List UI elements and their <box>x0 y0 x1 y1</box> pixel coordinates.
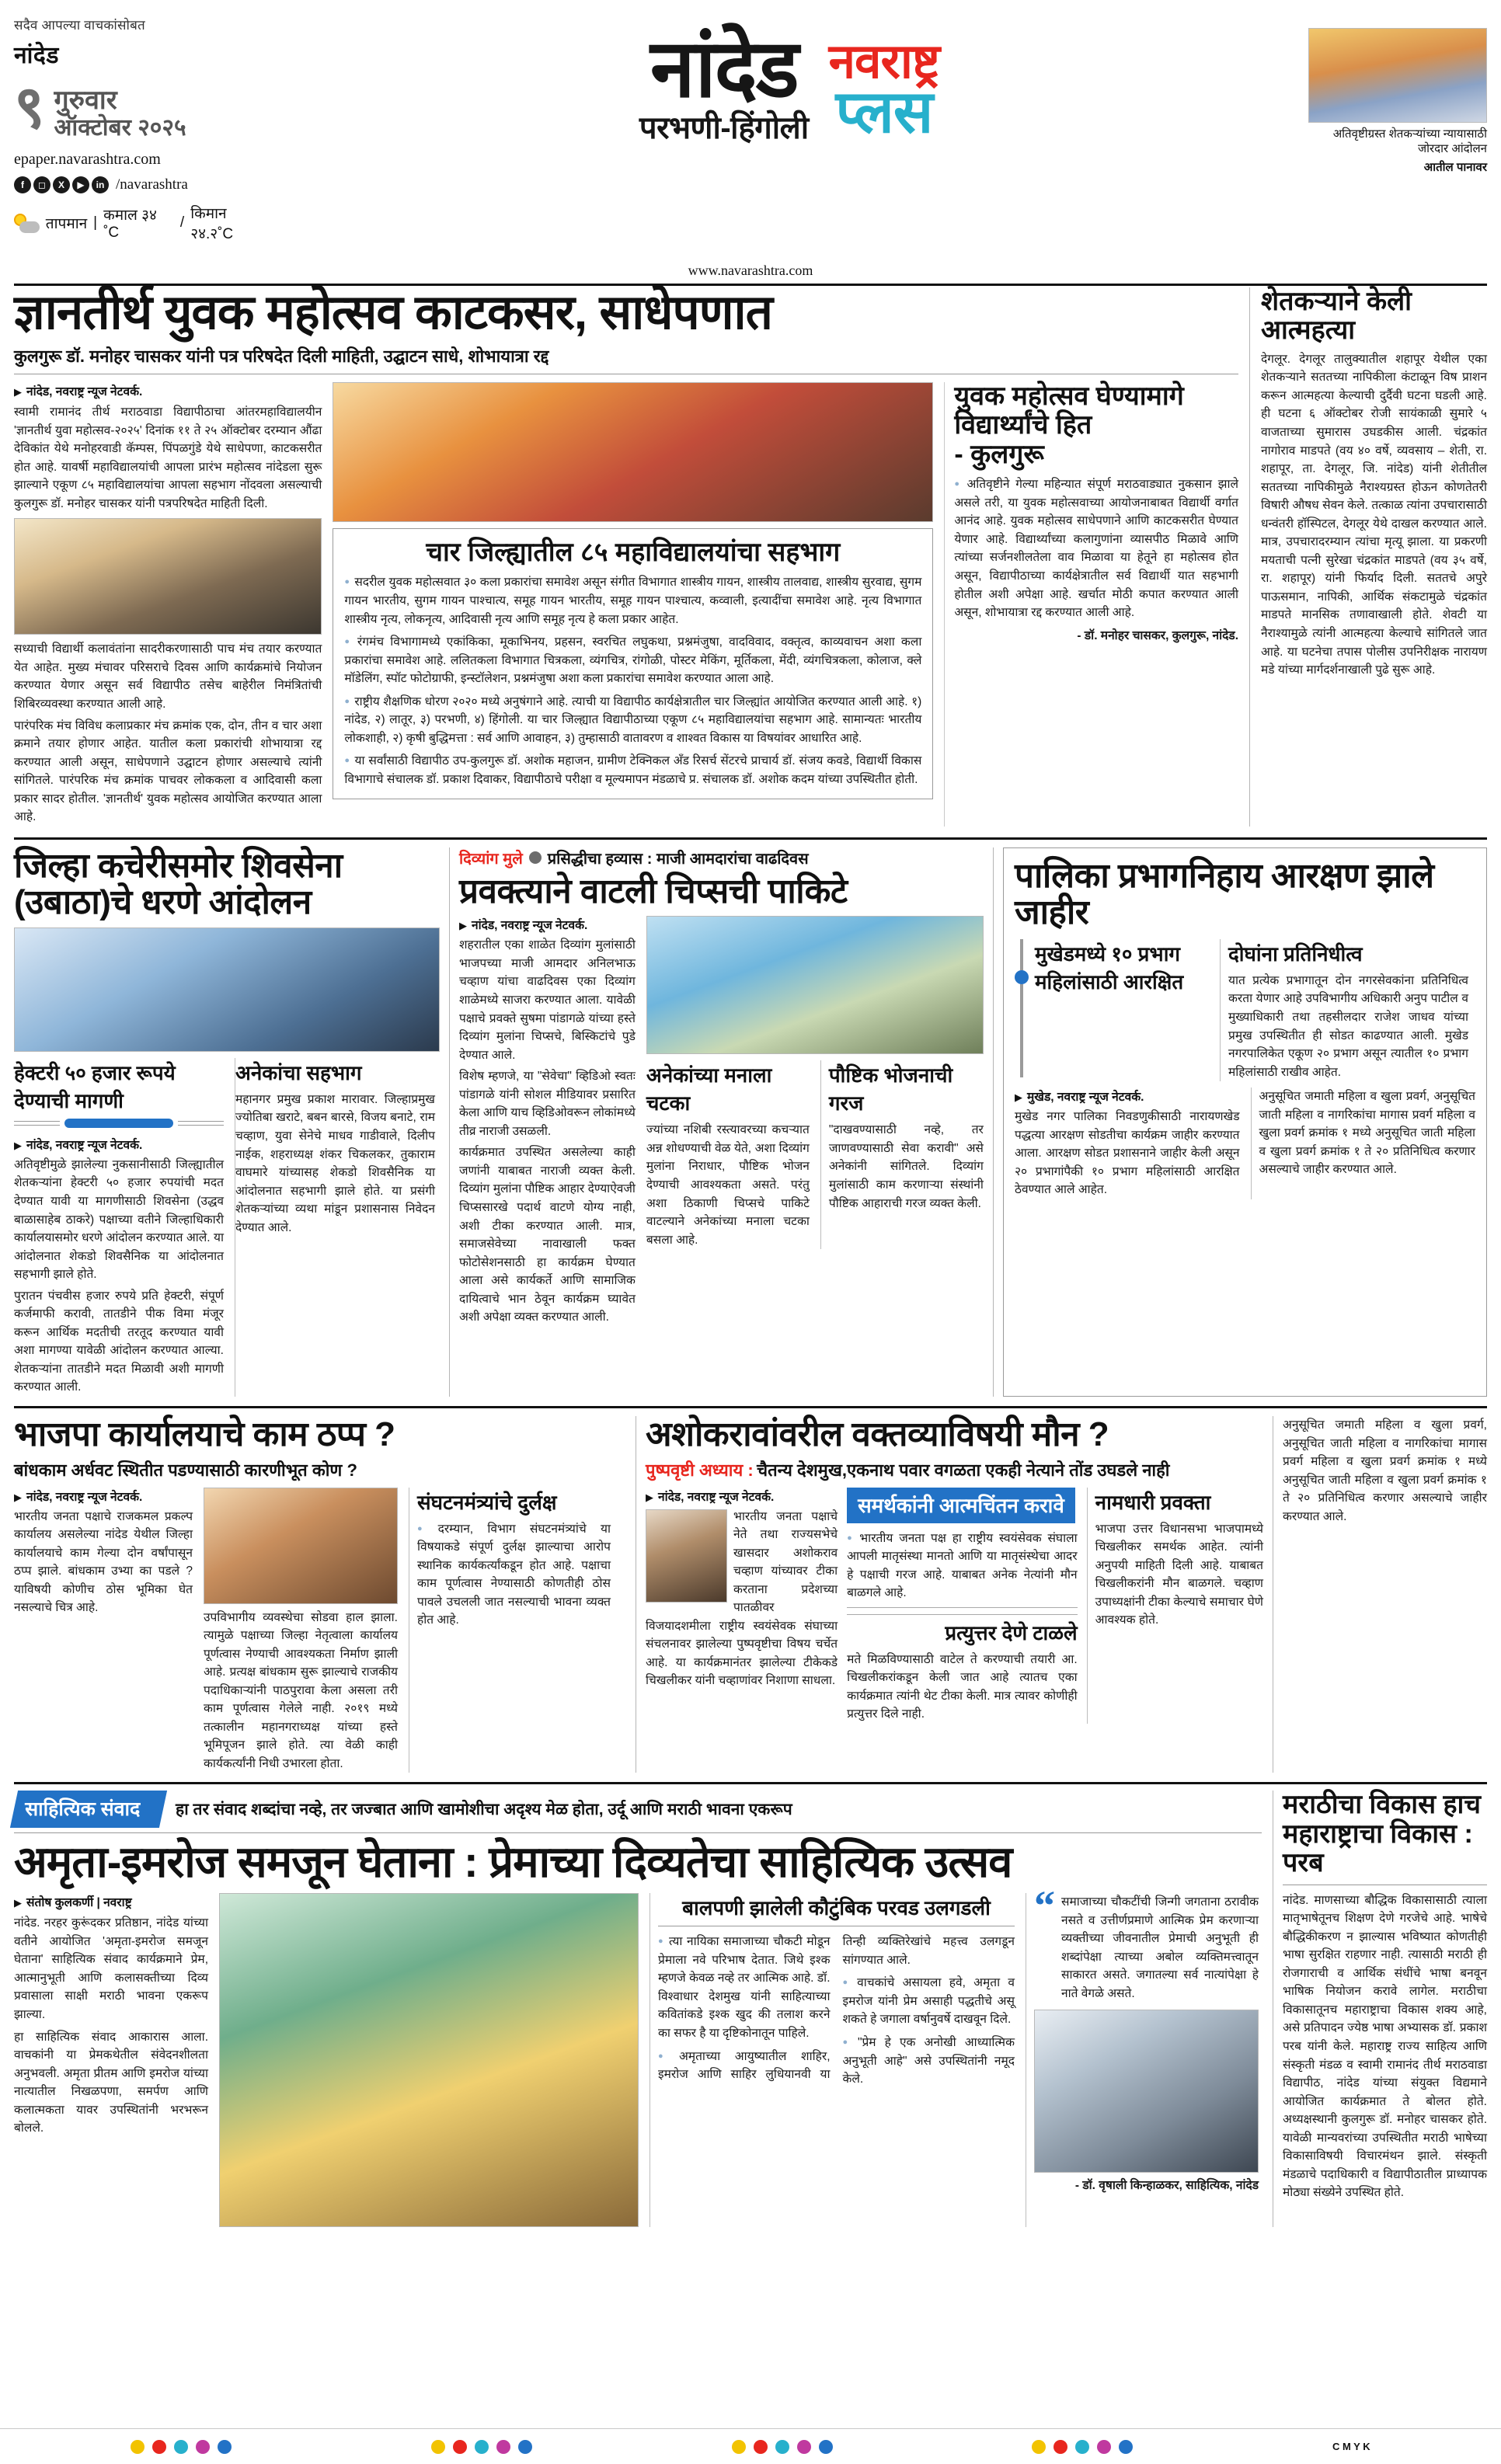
story-ashokrao <box>636 1416 1273 1773</box>
date-month-year: ऑक्टोबर २०२५ <box>54 114 186 141</box>
twitter-x-icon[interactable]: X <box>53 176 70 193</box>
masthead-photo-caption: अतिवृष्टीग्रस्त शेतकऱ्यांच्या न्यायासाठी जोरदार आंदोलन <box>1332 127 1487 156</box>
bjp-byline: ▶ नांदेड, नवराष्ट्र न्यूज नेटवर्क. <box>14 1488 193 1505</box>
lead-photo-main <box>333 382 933 522</box>
ashokrao-dek-red: पुष्पवृष्टी अध्याय : <box>646 1460 754 1480</box>
literary-chip <box>10 1791 167 1828</box>
ashokrao-body-3: मते मिळविण्यासाठी वाटेल ते करण्याची तयारी आ. चिखलीकरांकडून केली जात आहे त्यातच एका कार्यक्रमात त्यांनी थेट टीका केली. मात्र त्यावर कोणीही प्रत्युत्तर दिले नाही. <box>847 1652 1078 1721</box>
logo-main-text: नांदेड <box>650 24 798 114</box>
palika-spill-body: अनुसूचित जमाती महिला व खुला प्रवर्ग, अनुसूचित जाती महिला व नागरिकांचा मागास प्रवर्ग महिला व खुला प्रवर्ग क्रमांक १ मध्ये अनुसूचित जाती महिला व खुला प्रवर्ग क्रमांक १ ते २० प्रतिनिधित्व करणार असल्याचे जाहीर करण्यात आले. <box>1283 1418 1487 1523</box>
chips-sub-2: पौष्टिक भोजनाची गरज <box>828 1063 953 1115</box>
reg-dot-magenta <box>196 2440 210 2454</box>
ashokrao-sub-right: नामधारी प्रवक्ता <box>1095 1490 1211 1514</box>
row-4 <box>14 1782 1487 2227</box>
masthead <box>14 11 1487 267</box>
chips-kicker: प्रसिद्धीचा हव्यास : माजी आमदारांचा वाढदिवस <box>547 850 809 868</box>
lead-sidebar-headline: युवक महोत्सव घेण्यामागे विद्यार्थ्यांचे हित <box>954 381 1184 440</box>
literary-chipbar <box>14 1791 1262 1828</box>
registration-dots-2 <box>431 2440 532 2454</box>
literary-quote-photo <box>1034 2010 1259 2173</box>
story-chips <box>449 847 993 1397</box>
lead-section <box>14 287 1487 827</box>
literary-body-2: हा साहित्यिक संवाद आकारास आला. वाचकांनी या प्रेमकथेतील संवेदनशीलता अनुभवली. अमृता प्रीतम आणि इमरोज यांच्या नात्यातील निखळपणा, समर्पण आणि कलात्मकता यावर उपस्थितांनी भरभरून बोलले. <box>14 2030 208 2135</box>
chips-body-3: कार्यक्रमात उपस्थित असलेल्या काही जणांनी याबाबत नाराजी व्यक्त केली. दिव्यांग मुलांना पौष्टिक आहार देण्याऐवजी चिप्ससारखे पदार्थ वाटणे योग्य नाही, अशी टीका करण्यात आली. मात्र, समाजसेवेच्या नावाखाली फक्त फोटोसेशनसाठी हा कार्यक्रम घेण्यात आला असे कार्यकर्ते आणि सामाजिक दायित्वाचे भान ठेवून कार्यक्रम घ्यावेत अशी अपेक्षा व्यक्त करण्यात आली. <box>459 1146 636 1324</box>
logo-sub-text: परभणी-हिंगोली <box>639 110 809 145</box>
masthead-left <box>14 11 270 243</box>
literary-body-1: नांदेड. नरहर कुरूंदकर प्रतिष्ठान, नांदेड यांच्या वतीने आयोजित 'अमृता-इमरोज समजून घेताना' साहित्यिक संवाद कार्यक्रमाने प्रेम, आत्मानुभूती आणि कलासक्तीच्या दिव्य प्रवासाला साक्षी मराठी भावना एकरूप झाल्या. <box>14 1916 208 2021</box>
palika-sub-2: दोघांना प्रतिनिधीत्व <box>1228 941 1363 966</box>
lead-subbox <box>333 528 933 799</box>
ashokrao-body-1: भारतीय जनता पक्षाचे नेते तथा राज्यसभेचे खासदार अशोकराव चव्हाण यांच्यावर टीका करताना प्रदेशच्या पातळीवर विजयादशमीला राष्ट्रीय स्वयंसेवक संघाच्या संचलनावर झालेल्या पुष्पवृष्टीचा विषय चर्चेत आहे. या कार्यक्रमानंतर झालेल्या टीकेकडे चिखलीकर यांनी चव्हाणांवर निशाणा साधला. <box>646 1509 838 1688</box>
social-handle: /navarashtra <box>116 176 188 193</box>
palika-byline: ▶ मुखेड, नवराष्ट्र न्यूज नेटवर्क. <box>1015 1088 1240 1105</box>
story-shivsena <box>14 847 449 1397</box>
shivsena-body-2: पुरातन पंचवीस हजार रुपये प्रति हेक्टरी, संपूर्ण कर्जमाफी करावी, तातडीने पीक विमा मंजूर करून आर्थिक मदतीची तरतूद करण्यात यावी अशा मागण्या यावेळी आंदोलन करण्यात आल्या. शेतकऱ्यांना तातडीने मदत मिळावी अशी मागणी करण्यात आली. <box>14 1289 224 1394</box>
bjp-body-2: उपविभागीय व्यवस्थेचा सोडवा हाल झाला. त्यामुळे पक्षाच्या जिल्हा नेतृत्वाला कार्यालय पूर्णत्वास नेण्याची आवश्यकता निर्माण झाली आहे. प्रत्यक्ष बांधकाम सुरू झाल्याचे राजकीय पदाधिकाऱ्यांनी पाठपुरावा केला असला तरी काम पूर्णत्वास गेलेले नाही. २०१९ मध्ये तत्कालीन महानगराध्यक्ष यांच्या हस्ते भूमिपूजन झाले होते. त्या वेळी काही कार्यकर्त्यांनी निधी उभारला होता. <box>204 1610 398 1770</box>
chips-body-1: शहरातील एका शाळेत दिव्यांग मुलांसाठी भाजपच्या माजी आमदार अनिलभाऊ चव्हाण यांचा वाढदिवस एका दिव्यांग शाळेमध्ये साजरा करण्यात आला. यावेळी पक्षाचे प्रवक्ते सुषमा पांडागळे यांच्या हस्ते दिव्यांग मुलांना चिप्सचे, बिस्किटांचे पुडे देण्यात आले. <box>459 938 636 1062</box>
quote-icon: “ <box>1034 1882 1055 1930</box>
lead-bullet-1: ● सदरील युवक महोत्सवात ३० कला प्रकारांचा समावेश असून संगीत विभागात शास्त्रीय गायन, शास्त्रीय तालवाद्य, शास्त्रीय सुरवाद्य, सुगम गायन भारतीय, सुगम गायन पाश्चात्य, समूह गायन भारतीय, समूह गायन पाश्चात्य, कव्वाली, इत्यादींचा समावेश आहे. नृत्य विभागात शास्त्रीय नृत्य, लोकनृत्य, आदिवासी नृत्य आणि समूह नृत्य हे कला प्रकार आहेत. <box>344 573 921 628</box>
lead-body-3: पारंपरिक मंच विविध कलाप्रकार मंच क्रमांक एक, दोन, तीन व चार अशा क्रमाने तयार होणार आहेत. यातील कला प्रकारांची शोभायात्रा रद्द करण्यात आली असून, साधेपणाने उद्घाटन होणार असल्याचे त्यांनी सांगितले. पारंपरिक मंच क्रमांक पाचवर लोककला व आदिवासी कला प्रकार सादर होतील. 'ज्ञानतीर्थ' युवक महोत्सव आयोजित करण्यात आला आहे. <box>14 719 322 824</box>
right-bottom-headline[interactable]: मराठीचा विकास हाच महाराष्ट्राचा विकास : परब <box>1283 1790 1481 1878</box>
lead-headline[interactable]: ज्ञानतीर्थ युवक महोत्सव काटकसर, साधेपणात <box>14 286 772 339</box>
literary-chip-label: साहित्यिक संवाद <box>25 1798 141 1821</box>
lead-left-col <box>14 287 1249 827</box>
ashokrao-portrait <box>646 1509 727 1603</box>
ashokrao-headline[interactable]: अशोकरावांवरील वक्तव्याविषयी मौन ? <box>646 1415 1109 1453</box>
bjp-body-3: ● दरम्यान, विभाग संघटनमंत्र्यांचे या विषयाकडे संपूर्ण दुर्लक्ष झाल्याचा आरोप स्थानिक कार्यकर्त्यांकडून होत आहे. पक्षाचा काम पूर्णत्वास नेण्यासाठी कोणतीही ठोस पावले उचलली जात नसल्याची भावना व्यक्त होत आहे. <box>409 1520 611 1630</box>
lead-col-a <box>14 382 322 827</box>
literary-mid-1: ● त्या नायिका समाजाच्या चौकटी मोडून प्रेमाला नवे परिभाष देतात. जिथे इश्क म्हणजे केवळ नव्हे तर आत्मिक आहे. डॉ. विश्वाधार देशमुख यांनी साहित्याच्या कवितांकडे इश्क खुद की तलाश करने का सफर है या दृष्टिकोनातून पाहिले. <box>658 1933 831 2042</box>
website-url[interactable]: www.navarashtra.com <box>688 263 813 278</box>
chips-body-4: ज्यांच्या नशिबी रस्त्यावरच्या कचऱ्यात अन्न शोधण्याची वेळ येते, अशा दिव्यांग मुलांना निराधार, पौष्टिक भोजन देण्याची आवश्यकता असते. परंतु अशा ठिकाणी चिप्सचे पाकिटे वाटल्याने अनेकांच्या मनाला चटका बसला आहे. <box>646 1123 810 1247</box>
literary-mid-2: ● अमृताच्या आयुष्यातील शाहिर, इमरोज आणि साहिर लुधियानवी या तिन्ही व्यक्तिरेखांचे महत्त्व उलगडून सांगण्यात आले. <box>658 1933 1015 2088</box>
chips-sub-1: अनेकांच्या मनाला चटका <box>646 1063 772 1115</box>
logo-brand-top: नवराष्ट्र <box>828 35 940 89</box>
literary-headline[interactable]: अमृता-इमरोज समजून घेताना : प्रेमाच्या दिव्यतेचा साहित्यिक उत्सव <box>14 1837 1012 1887</box>
cmyk-mark: C M Y K <box>1332 2441 1370 2452</box>
lead-grid <box>14 382 1238 827</box>
tagline: सदैव आपल्या वाचकांसोबत <box>14 18 145 33</box>
masthead-photo <box>1308 28 1487 123</box>
palika-bullet-icon <box>1015 970 1029 984</box>
weather-min: किमान २४.२˚C <box>190 206 234 243</box>
edition-city: नांदेड <box>14 43 59 68</box>
lead-col-c <box>944 382 1238 827</box>
top-right-body: देगलूर. देगलूर तालुक्यातील शहापूर येथील एका शेतकऱ्याने सततच्या नापिकीला कंटाळून विष प्राशन करून आत्महत्या केल्याची दुर्दैवी घटना घडली आहे. ही घटना ६ ऑक्टोबर रोजी सायंकाळी सुमारे ५ वाजताच्या सुमारास उघडकीस आली. चंद्रकांत नागोराव माडपते (वय ४० वर्षे, व्यवसाय – शेती, रा. शहापूर, ता. देगलूर, जि. नांदेड) यांनी शेतीतील सततच्या नापिकीमुळे नैराश्यग्रस्त होऊन कोणतेतरी विषारी औषध सेवन केले. तत्काळ त्यांना उपचारासाठी धन्वंतरी हॉस्पिटल, देगलूर येथे दाखल करण्यात आले. मात्र, उपचारादरम्यान त्यांचा मृत्यू झाला. या प्रकरणी मयताची पत्नी सुरेखा चंद्रकांत माडपते (वय ३५ वर्षे, रा. शहापूर) यांनी फिर्याद दिली. सततचे अपुरे पाऊसमान, नापिकी, आर्थिक संकटामुळे चंद्रकांत माडपते मानसिक तणावाखाली होते. शेवटी या नैराश्यामुळे त्यांनी आत्महत्या केल्याचे सांगितले जात आहे. या घटनेचा तपास पोलीस उपनिरीक्षक नारायण मडे यांच्या मार्गदर्शनाखाली पुढे सुरू आहे. <box>1261 352 1487 677</box>
lead-bullet-4: ● या सर्वांसाठी विद्यापीठ उप-कुलगुरू डॉ. अशोक महाजन, ग्रामीण टेक्निकल अँड रिसर्च सेंटरचे प्राचार्य डॉ. संजय कवडे, विद्यार्थी विकास विभागाचे संचालक डॉ. प्रकाश दिवाकर, विद्यापीठाचे परीक्षा व मूल्यमापन मंडळाचे प्र. संचालक डॉ. अशोक कदम यांच्या उपस्थितीत होती. <box>344 752 921 788</box>
lead-sidebar-body: ● अतिवृष्टीने गेल्या महिन्यात संपूर्ण मराठवाड्यात नुकसान झाले असले तरी, या युवक महोत्सवाच्या आयोजनाबाबत विद्यार्थी वर्गात आनंद आहे. युवक महोत्सव साधेपणाने आणि काटकसरीत घेण्यात येणार आहे. विद्यार्थ्यांच्या कलागुणांना व्यासपीठ मिळावे आणि त्यांच्या सर्जनशीलतेला वाव मिळावा या हेतूने हा महोत्सव होत असून, विद्यापीठाच्या कार्यक्षेत्रातील सर्व विद्यार्थी यात सहभागी होतील अशी अपेक्षा आहे. खर्चात मोठी कपात करण्यात आली असून, शोभायात्रा रद्द करण्यात आली आहे. <box>954 475 1238 621</box>
reg-dot-red <box>152 2440 166 2454</box>
lead-body-2: सध्याची विद्यार्थी कलावंतांना सादरीकरणासाठी पाच मंच तयार करण्यात येत आहेत. मुख्य मंचावर परिसराचे दिवस आणि कार्यक्रमांचे नियोजन करण्यात येणार असून सर्व विद्यापीठ तसेच बाहेरील निमंत्रितांची शिबिरव्यवस्था करण्यात आली आहे. <box>14 642 322 712</box>
weather-slash: / <box>179 214 185 231</box>
literary-section <box>14 1791 1273 2227</box>
shivsena-sub-2: अनेकांचा सहभाग <box>235 1060 362 1084</box>
logo-brand-bottom: प्लस <box>835 78 933 145</box>
literary-sub-mid: बालपणी झालेली कौटुंबिक परवड उलगडली <box>682 1896 991 1920</box>
row-2 <box>14 837 1487 1397</box>
right-bottom-story <box>1273 1791 1487 2227</box>
lead-dek: कुलगुरू डॉ. मनोहर चासकर यांनी पत्र परिषदेत दिली माहिती, उद्घाटन साधे, शोभायात्रा रद्द <box>14 346 549 367</box>
ashokrao-byline: ▶ नांदेड, नवराष्ट्र न्यूज नेटवर्क. <box>646 1488 838 1505</box>
shivsena-body-1: अतिवृष्टीमुळे झालेल्या नुकसानीसाठी जिल्ह्यातील शेतकऱ्यांना हेक्टरी ५० हजार रुपयांची मदत देण्यात यावी या मागणीसाठी शिवसेना (उद्धव बाळासाहेब ठाकरे) पक्षाच्या वतीने जिल्हाधिकारी कार्यालयासमोर धरणे आंदोलन करण्यात आले. या आंदोलनात शेकडो शिवसैनिक या आंदोलनात सहभागी झाले होते. <box>14 1157 224 1282</box>
right-bottom-body: नांदेड. माणसाच्या बौद्धिक विकासासाठी त्याला मातृभाषेतूनच शिक्षण देणे गरजेचे आहे. भाषेचे बौद्धिकीकरण न झाल्यास भविष्यात कोणतीही भाषा सुरक्षित राहणार नाही. त्यासाठी मराठी ही रोजगाराची व आर्थिक संधींचे भाषा बनवून भाषिक नियोजन करावे लागेल. मराठीचा विकासातूनच महाराष्ट्राचा विकास शक्य आहे, असे प्रतिपादन ज्येष्ठ भाषा अभ्यासक डॉ. प्रकाश परब यांनी केले. महाराष्ट्र राज्य साहित्य आणि संस्कृती मंडळ व स्वामी रामानंद तीर्थ मराठवाडा विद्यापीठ, नांदेड यांच्या संयुक्त विद्यमाने आयोजित कार्यक्रमात ते बोलत होते. अध्यक्षस्थानी कुलगुरू डॉ. मनोहर चासकर होते. यावेळी मान्यवरांच्या उपस्थितीत मराठी भाषेच्या विकासाविषयी विचारमंथन झाले. संस्कृती मंडळाचे पदाधिकारी व विद्यापीठातील प्राध्यापक मोठ्या संख्येने उपस्थित होते. <box>1283 1893 1487 2200</box>
literary-chip-text: हा तर संवाद शब्दांचा नव्हे, तर जज्बात आणि खामोशीचा अदृश्य मेळ होता, उर्दू आणि मराठी भावना एकरूप <box>176 1801 792 1819</box>
lead-subhead: चार जिल्ह्यातील ८५ महाविद्यालयांचा सहभाग <box>426 538 841 568</box>
shivsena-body-3: महानगर प्रमुख प्रकाश मारावार. जिल्हाप्रमुख ज्योतिबा खराटे, बबन बारसे, विजय बनाटे, राम चव्हाण, युवा सेनेचे माधव गाडीवाले, दिलीप नाईक, शहराध्यक्ष शंकर चिकलकर, तुकाराम वाघमारे यांच्यासह शेकडो शिवसैनिक या आंदोलनात सहभागी झाले होते. या प्रसंगी शेतकऱ्यांच्या व्यथा मांडून प्रशासनास निवेदन देण्यात आले. <box>235 1092 435 1234</box>
logo-nanded <box>639 24 809 148</box>
lead-photo-1 <box>14 518 322 635</box>
weather-row <box>14 203 270 243</box>
logo-navarashtra-plus <box>828 35 940 145</box>
chips-body-5: "दाखवण्यासाठी नव्हे, तर जाणवण्यासाठी सेवा करावी" असे अनेकांनी सांगितले. दिव्यांग मुलांसाठी काम करणाऱ्या संस्थांनी पौष्टिक आहाराची गरज व्यक्त केली. <box>828 1123 984 1210</box>
ashokrao-dek: चैतन्य देशमुख,एकनाथ पवार वगळता एकही नेत्याने तोंड उघडले नाही <box>757 1460 1170 1480</box>
lead-col-b <box>333 382 933 827</box>
epaper-url[interactable]: epaper.navarashtra.com <box>14 151 161 169</box>
facebook-icon[interactable]: f <box>14 176 31 193</box>
palika-sub-1: मुखेडमध्ये १० प्रभाग महिलांसाठी आरक्षित <box>1035 941 1184 994</box>
masthead-right <box>1308 11 1487 176</box>
lead-bullet-3: ● राष्ट्रीय शैक्षणिक धोरण २०२० मध्ये अनुषंगाने आहे. त्याची या विद्यापीठ कार्यक्षेत्रातील चार जिल्ह्यांत आयोजित करण्यात आली आहे. १) नांदेड, २) लातूर, ३) परभणी, ४) हिंगोली. या चार जिल्ह्यात विद्यापीठाच्या एकूण ८५ महाविद्यालयांचा सहभाग आहे. सामान्यतः भारतीय लोकशाही, २) कृषी बुद्धिमत्ता : सर्व आणि आवाहन, ३) तुम्हासाठी वातावरण व शाश्वत विकास या विषयांवर आधारित आहे. <box>344 693 921 748</box>
top-right-story <box>1249 287 1487 827</box>
top-right-headline[interactable]: शेतकऱ्याने केली आत्महत्या <box>1261 287 1412 346</box>
footer <box>0 2428 1501 2464</box>
chips-photo <box>646 916 984 1054</box>
bullet-dot-icon <box>529 851 542 864</box>
ashokrao-badge-2: प्रत्युत्तर देणे टाळले <box>945 1620 1078 1644</box>
bjp-body-1: भारतीय जनता पक्षाचे राजकमल प्रकल्प कार्यालय असलेल्या नांदेड येथील जिल्हा कार्यालयाचे काम गेल्या दोन वर्षांपासून ठप्प झाले. बांधकाम उभ्या का पडले ? याविषयी कोणीच ठोस भूमिका घेत नसल्याचे चित्र आहे. <box>14 1509 193 1615</box>
registration-dots-4 <box>1032 2440 1133 2454</box>
date-block <box>14 75 270 141</box>
youtube-icon[interactable]: ▶ <box>72 176 89 193</box>
chips-kicker-red: दिव्यांग मुले <box>459 850 523 868</box>
story-bjp <box>14 1416 636 1773</box>
sun-cloud-icon <box>14 213 40 233</box>
date-weekday: गुरुवार <box>54 85 117 115</box>
registration-dots-1 <box>131 2440 232 2454</box>
shivsena-photo <box>14 927 440 1052</box>
lead-sidebar-attr: - कुलगुरू <box>954 439 1044 469</box>
palika-body-2: यात प्रत्येक प्रभागातून दोन नगरसेवकांना प्रतिनिधित्व करता येणार आहे उपविभागीय अधिकारी अनुप पाटील व मुख्याधिकारी तथा तहसीलदार राजेश जाधव यांच्या प्रमुख उपस्थितीत ही सोडत काढण्यात आली. मुखेड नगरपालिकेत एकूण २० प्रभाग असून त्यातील १० प्रभाग महिलांसाठी राखीव आहेत. <box>1228 973 1468 1079</box>
bjp-dek: बांधकाम अर्धवट स्थितीत पडण्यासाठी कारणीभूत कोण ? <box>14 1460 357 1480</box>
bjp-photo <box>204 1488 398 1604</box>
ashokrao-body-4: भाजपा उत्तर विधानसभा भाजपामध्ये चिखलीकर समर्थक आहेत. त्यांनी अनुपयी माहिती दिली आहे. याबाबत चिखलीकरांनी मौन बाळगले. चव्हाण उपाध्यक्षांनी टीका केल्याचे समाचार घेणे आवश्यक होते. <box>1095 1522 1263 1627</box>
chips-headline[interactable]: प्रवक्त्याने वाटली चिप्सची पाकिटे <box>459 872 848 910</box>
literary-quote: समाजाच्या चौकटींची जिन्गी जगताना ठरावीक नसते व उत्तीर्णप्रमाणे आत्मिक प्रेम करणाऱ्या व्यक्तीच्या जीवनातील प्रेमाची अनुभूती ही शब्दांपेक्षा त्याच्या अबोल व्यक्तिमत्त्वातून साकारत असते. जगातल्या सर्व नात्यांपेक्षा हे नाते वेगळे असते. <box>1061 1895 1259 2000</box>
bjp-sub-1: संघटनमंत्र्यांचे दुर्लक्ष <box>417 1490 557 1514</box>
literary-mid-3: ● वाचकांचे असायला हवे, अमृता व इमरोज यांनी प्रेम असाही पद्धतीचे असू शकते हे जगाला वर्षानुवर्षे दाखवून दिले. <box>843 1974 1015 2029</box>
social-row <box>14 176 270 193</box>
reg-dot-yellow <box>131 2440 145 2454</box>
reg-dot-blue <box>218 2440 232 2454</box>
shivsena-sub-1: हेक्टरी ५० हजार रूपये देण्याची मागणी <box>14 1060 176 1112</box>
literary-mid-4: ● "प्रेम हे एक अनोखी आध्यात्मिक अनुभूती आहे" असे उपस्थितांनी नमूद केले. <box>843 2034 1015 2089</box>
bjp-headline[interactable]: भाजपा कार्यालयाचे काम ठप्प ? <box>14 1415 395 1453</box>
reg-dot-cyan <box>174 2440 188 2454</box>
weather-max: कमाल ३४ ˚C <box>103 207 157 242</box>
weather-label: तापमान <box>45 216 88 233</box>
story-palika <box>993 847 1487 1397</box>
shivsena-divider <box>14 1119 224 1128</box>
masthead-logo <box>270 11 1308 148</box>
shivsena-headline[interactable]: जिल्हा कचेरीसमोर शिवसेना (उबाठा)चे धरणे आंदोलन <box>14 846 343 922</box>
chips-body-2: विशेष म्हणजे, या "सेवेचा" व्हिडिओ स्वतः पांडागळे यांनी सोशल मीडियावर प्रसारित केला आणि याच व्हिडिओवरून लोकांमध्ये तीव्र नाराजी उसळली. <box>459 1070 636 1138</box>
linkedin-icon[interactable]: in <box>92 176 109 193</box>
registration-dots-3 <box>732 2440 833 2454</box>
palika-body-1: मुखेड नगर पालिका निवडणुकीसाठी नारायणखेड पद्धत्या आरक्षण सोडतीचा कार्यक्रम जाहीर करण्यात आला. आरक्षण सोडत प्रशासनाने जाहीर केली असून २० प्रभागांपैकी १० प्रभाग महिलांसाठी आरक्षित ठेवण्यात आले आहेत. <box>1015 1110 1240 1197</box>
palika-headline[interactable]: पालिका प्रभागनिहाय आरक्षण झाले जाहीर <box>1015 856 1434 932</box>
chips-byline: ▶ नांदेड, नवराष्ट्र न्यूज नेटवर्क. <box>459 916 636 933</box>
lead-byline: ▶ नांदेड, नवराष्ट्र न्यूज नेटवर्क. <box>14 382 322 399</box>
instagram-icon[interactable]: ◻ <box>33 176 50 193</box>
lead-bullet-2: ● रंगमंच विभागामध्ये एकांकिका, मूकाभिनय, प्रहसन, स्वरचित लघुकथा, प्रश्नमंजुषा, वादविवाद, वक्तृत्व, काव्यवाचन अशा कला प्रकारांचा समावेश आहे. ललितकला विभागात चित्रकला, व्यंगचित्र, रांगोळी, पोस्टर मेकिंग, मूर्तिकला, मेंदी, व्यंगचित्रकला, कोलाज, क्ले मॉडेलिंग, स्पॉट फोटोग्राफी, इन्स्टॉलेशन, प्रश्नमंजुषा अशा कला प्रकारांचा समावेश करण्यात आला आहे. <box>344 633 921 688</box>
shivsena-byline: ▶ नांदेड, नवराष्ट्र न्यूज नेटवर्क. <box>14 1136 224 1153</box>
ashokrao-body-2: ● भारतीय जनता पक्ष हा राष्ट्रीय स्वयंसेवक संघाला आपली मातृसंस्था मानतो आणि या मातृसंस्थेचा आदर हे पक्षाची गरज आहे. याबाबत अनेक नेत्यांनी मौन बाळगले आहे. <box>847 1530 1078 1603</box>
date-day-number: ९ <box>14 75 45 141</box>
row-3 <box>14 1406 1487 1773</box>
literary-byline: ▶ संतोष कुलकर्णी | नवराष्ट्र <box>14 1893 208 1910</box>
palika-body-3: अनुसूचित जमाती महिला व खुला प्रवर्ग, अनुसूचित जाती महिला व नागरिकांचा मागास प्रवर्ग महिला व खुला प्रवर्ग क्रमांक १ मध्ये अनुसूचित जाती महिला व खुला प्रवर्ग क्रमांक १ ते २० प्रतिनिधित्व करणार असल्याचे जाहीर करण्यात आले. <box>1259 1090 1475 1177</box>
lead-sidebar-credit: - डॉ. मनोहर चासकर, कुलगुरू, नांदेड. <box>1077 628 1239 642</box>
literary-photo <box>219 1893 639 2227</box>
row-3-right-spill <box>1273 1416 1487 1773</box>
weather-sep: | <box>93 214 98 231</box>
ashokrao-badge-1: समर्थकांनी आत्मचिंतन करावे <box>847 1488 1075 1523</box>
literary-quote-attr: - डॉ. वृषाली किन्हाळकर, साहित्यिक, नांदेड <box>1074 2178 1259 2192</box>
lead-body-1: स्वामी रामानंद तीर्थ मराठवाडा विद्यापीठाचा आंतरमहाविद्यालयीन 'ज्ञानतीर्थ युवा महोत्सव-२०२५' दिनांक ११ ते २५ ऑक्टोबर दरम्यान औंढा देविकांत येथे मनोहरवाडी कॅम्पस, पिंपळगुंडे येथे साधेपणा, काटकसरीत होत आहे. यावर्षी महाविद्यालयांची आपला प्रारंभ महोत्सव नांदेडला सुरू झाल्याने एकूण ८५ महाविद्यालयांचा आपला सहभाग नोंदवला असल्याची कुलगुरू डॉ. मनोहर चासकर यांनी पत्रपरिषदेत माहिती दिली. <box>14 405 322 510</box>
masthead-photo-credit: आतील पानावर <box>1423 161 1487 175</box>
